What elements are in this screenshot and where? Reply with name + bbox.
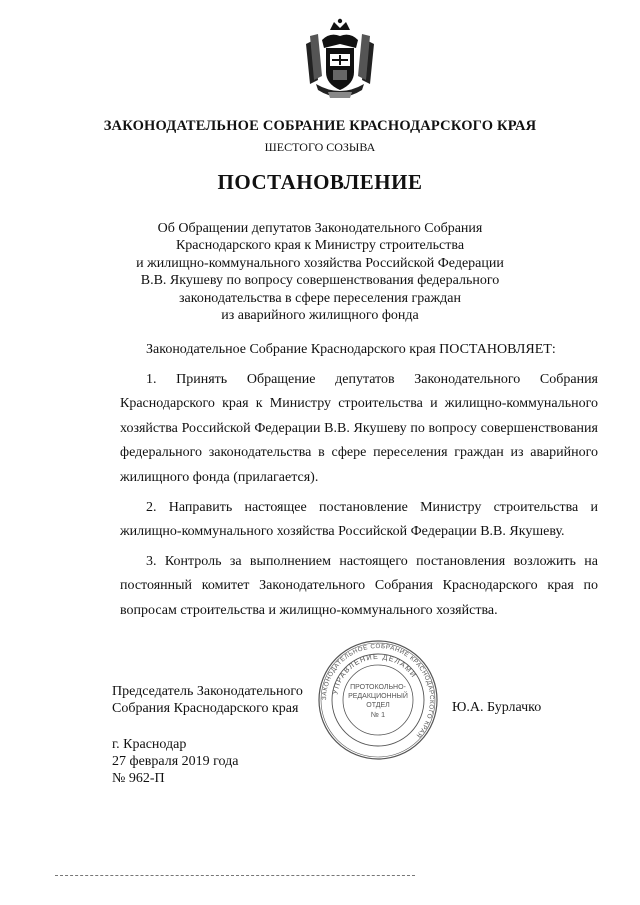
stamp-center-line: ПРОТОКОЛЬНО- [350,684,406,691]
subject-line: В.В. Якушеву по вопросу совершенствования федерального [140,273,500,289]
subject-line: и жилищно-коммунального хозяйства Российской Федерации [136,255,504,271]
official-stamp [316,638,440,762]
date: 27 февраля 2019 года [112,754,239,769]
resolution-body [120,338,598,624]
resolution-item: 2. Направить настоящее постановление Министру строительства и жилищно-коммунального хозяйства Российской Федерации В.В. Якушеву. [120,499,598,540]
coat-of-arms-icon [300,18,380,104]
subject-line: Об Обращении депутатов Законодательного Собрания [157,221,483,236]
stamp-outer-text: ЗАКОНОДАТЕЛЬНОЕ СОБРАНИЕ КРАСНОДАРСКОГО КРАЯ [320,642,436,740]
subject-line: Краснодарского края к Министру строительства [175,238,465,254]
document-subject [100,220,540,324]
signatory-position [112,683,303,717]
signatory-position-line: Собрания Краснодарского края [112,701,299,716]
stamp-center-line: № 1 [370,710,386,719]
footer-divider [55,875,415,876]
resolution-item: 1. Принять Обращение депутатов Законодательного Собрания Краснодарского края к Министру строительства и жилищно-коммунального хозяйства Российской Федерации В.В. Якушеву по вопросу совершенствования федерального законодательства в сфере переселения граждан из аварийного жилищного фонда (прилагается). [120,371,598,485]
stamp-center-line: РЕДАКЦИОННЫЙ [348,693,408,700]
subject-line: из аварийного жилищного фонда [221,308,419,324]
document-number: № 962-П [112,771,165,786]
signatory-name: Ю.А. Бурлачко [452,700,542,715]
convocation: ШЕСТОГО СОЗЫВА [264,140,376,154]
document-type: ПОСТАНОВЛЕНИЕ [217,170,423,194]
organization-name: ЗАКОНОДАТЕЛЬНОЕ СОБРАНИЕ КРАСНОДАРСКОГО КРАЯ [103,118,537,134]
city: г. Краснодар [112,737,187,752]
resolution-intro: Законодательное Собрание Краснодарского края ПОСТАНОВЛЯЕТ: [146,342,556,357]
subject-line: законодательства в сфере переселения граждан [178,290,462,306]
stamp-inner-text: УПРАВЛЕНИЕ ДЕЛАМИ [330,651,419,696]
resolution-item: 3. Контроль за выполнением настоящего постановления возложить на постоянный комитет Законодательного Собрания Краснодарского края по вопросам строительства и жилищно-коммунального хозяйства. [120,553,598,618]
document-requisites [112,736,239,787]
stamp-center-line: ОТДЕЛ [366,702,390,709]
signatory-position-line: Председатель Законодательного [112,684,303,699]
